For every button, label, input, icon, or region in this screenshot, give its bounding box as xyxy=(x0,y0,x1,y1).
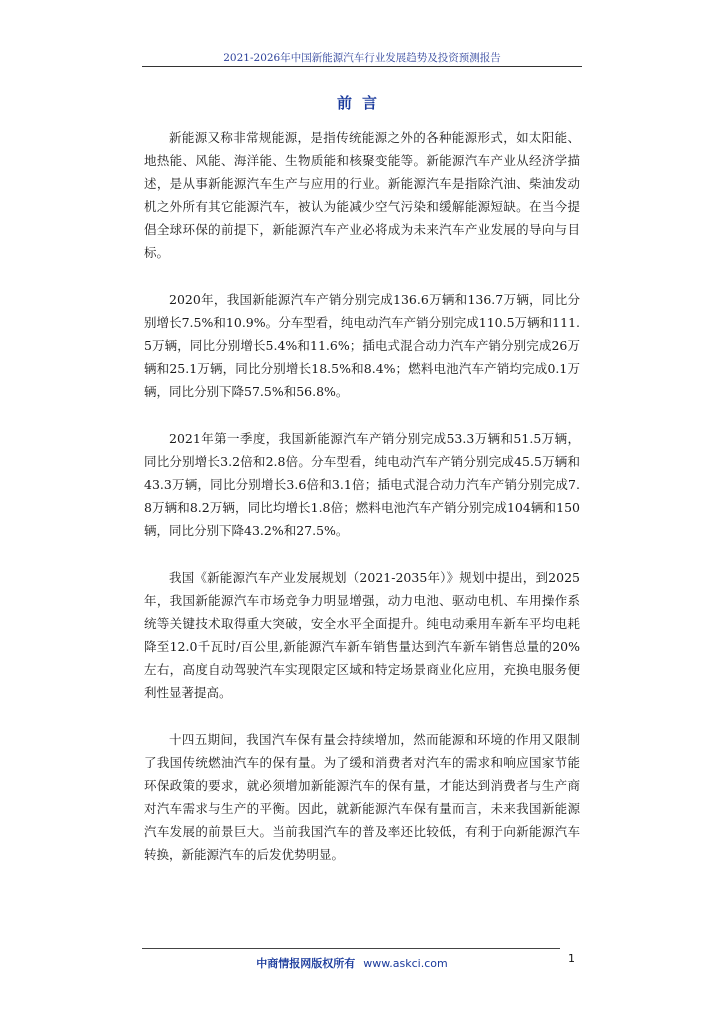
header-divider xyxy=(142,66,582,67)
paragraph-1: 新能源又称非常规能源，是指传统能源之外的各种能源形式，如太阳能、地热能、风能、海洋能、生物质能和核聚变能等。新能源汽车产业从经济学描述，是从事新能源汽车生产与应用的行业。新能源汽车是指除汽油、柴油发动机之外所有其它能源汽车，被认为能减少空气污染和缓解能源短缺。在当今提倡全球环保的前提下，新能源汽车产业必将成为未来汽车产业发展的导向与目标。 xyxy=(144,130,580,260)
paragraph-4: 我国《新能源汽车产业发展规划（2021-2035年）》规划中提出，到2025年，我国新能源汽车市场竞争力明显增强，动力电池、驱动电机、车用操作系统等关键技术取得重大突破，安全水平全面提升。纯电动乘用车新车平均电耗降至12.0千瓦时/百公里,新能源汽车新车销售量达到汽车新车销售总量的20%左右，高度自动驾驶汽车实现限定区域和特定场景商业化应用，充换电服务便利性显著提高。 xyxy=(144,570,580,700)
footer xyxy=(144,955,560,971)
page-number: 1 xyxy=(568,952,575,965)
footer-website-link[interactable]: www.askci.com xyxy=(363,957,448,970)
page-title: 前言 xyxy=(336,94,387,112)
paragraph-5: 十四五期间，我国汽车保有量会持续增加，然而能源和环境的作用又限制了我国传统燃油汽车的保有量。为了缓和消费者对汽车的需求和响应国家节能环保政策的要求，就必须增加新能源汽车的保有量，才能达到消费者与生产商对汽车需求与生产的平衡。因此，就新能源汽车保有量而言，未来我国新能源汽车发展的前景巨大。当前我国汽车的普及率还比较低，有利于向新能源汽车转换，新能源汽车的后发优势明显。 xyxy=(144,732,580,862)
footer-divider xyxy=(142,948,560,949)
running-header: 2021-2026年中国新能源汽车行业发展趋势及投资预测报告 xyxy=(223,52,501,64)
paragraph-2: 2020年，我国新能源汽车产销分别完成136.6万辆和136.7万辆，同比分别增长7.5%和10.9%。分车型看，纯电动汽车产销分别完成110.5万辆和111.5万辆，同比分别增长5.4%和11.6%；插电式混合动力汽车产销分别完成26万辆和25.1万辆，同比分别增长18.5%和8.4%；燃料电池汽车产销均完成0.1万辆，同比分别下降57.5%和56.8%。 xyxy=(144,292,580,399)
document-body xyxy=(144,126,580,890)
footer-copyright: 中商情报网版权所有 xyxy=(256,957,356,970)
paragraph-3: 2021年第一季度，我国新能源汽车产销分别完成53.3万辆和51.5万辆，同比分别增长3.2倍和2.8倍。分车型看，纯电动汽车产销分别完成45.5万辆和43.3万辆，同比分别增长3.6倍和3.1倍；插电式混合动力汽车产销分别完成7.8万辆和8.2万辆，同比均增长1.8倍；燃料电池汽车产销分别完成104辆和150辆，同比分别下降43.2%和27.5%。 xyxy=(144,431,580,538)
